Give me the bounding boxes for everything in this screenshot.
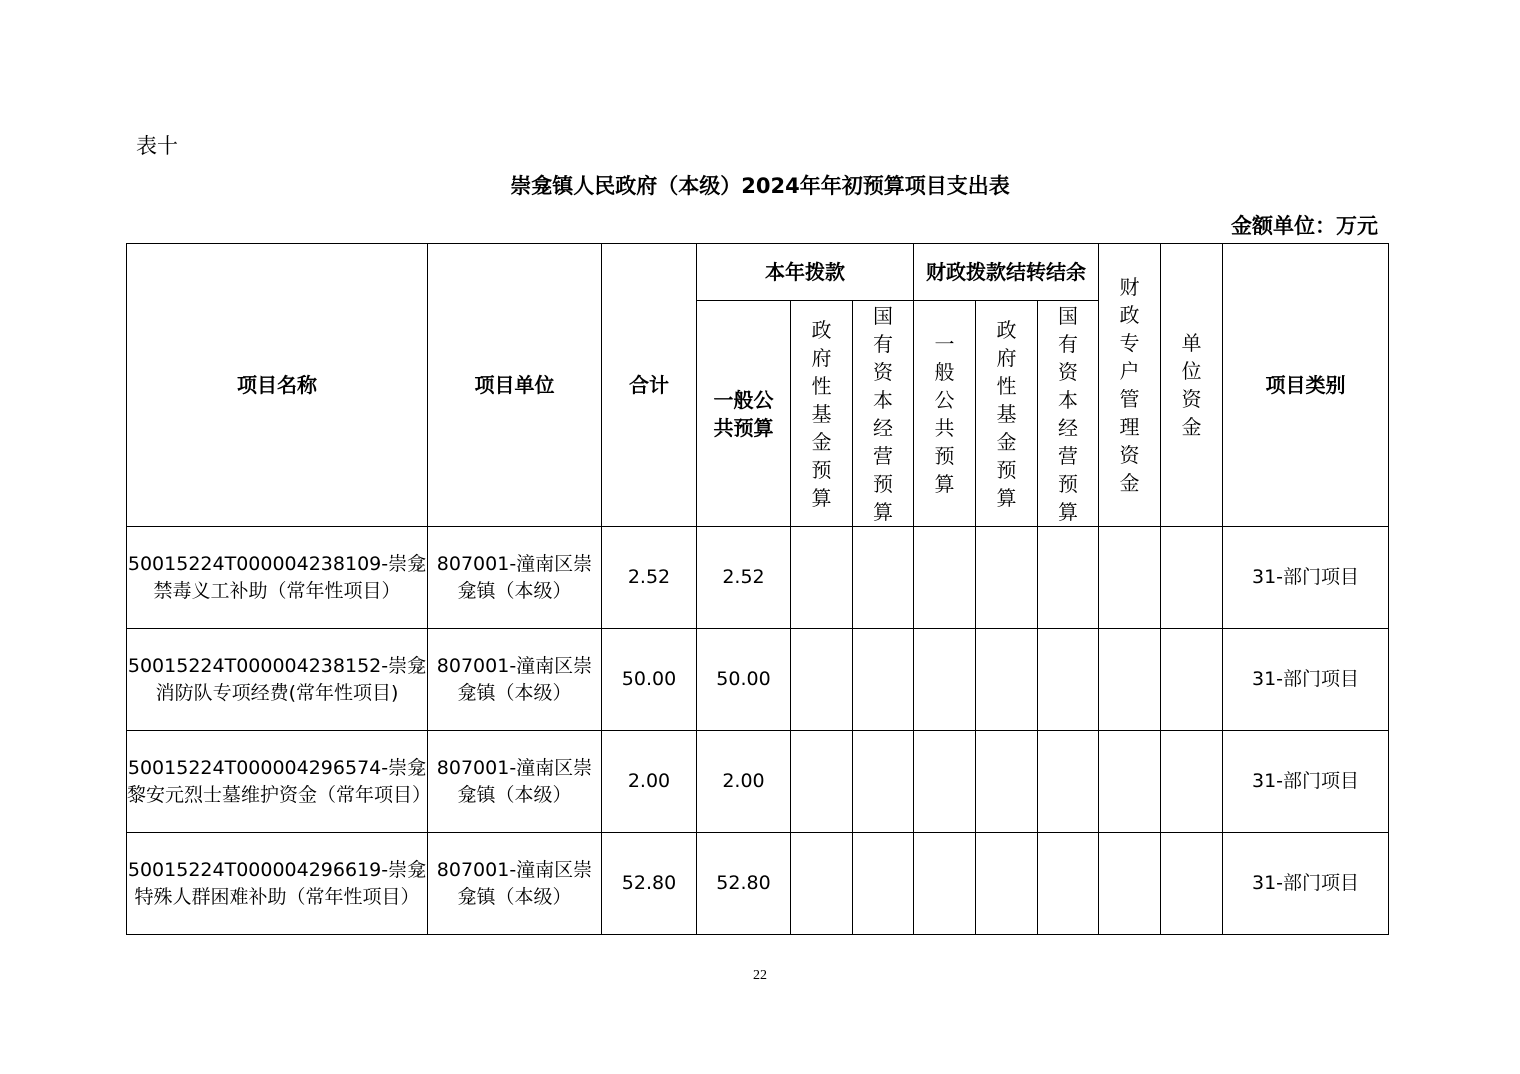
project-unit-cell: 807001-潼南区崇龛镇（本级） bbox=[428, 833, 602, 935]
category-cell: 31-部门项目 bbox=[1223, 527, 1389, 629]
header-row-1 bbox=[127, 244, 1389, 301]
project-name-cell: 50015224T000004238152-崇龛消防队专项经费(常年性项目) bbox=[127, 629, 428, 731]
project-unit-cell: 807001-潼南区崇龛镇（本级） bbox=[428, 629, 602, 731]
empty-cell bbox=[853, 527, 914, 629]
empty-cell bbox=[791, 731, 853, 833]
empty-cell bbox=[1038, 731, 1099, 833]
empty-cell bbox=[976, 833, 1038, 935]
page-number: 22 bbox=[753, 968, 767, 983]
header-special-account-funds: 财政专户管理资金 bbox=[1099, 244, 1161, 527]
cy-general-cell: 2.00 bbox=[697, 731, 791, 833]
empty-cell bbox=[1099, 833, 1161, 935]
total-cell: 52.80 bbox=[602, 833, 697, 935]
empty-cell bbox=[853, 731, 914, 833]
empty-cell bbox=[976, 731, 1038, 833]
table-row bbox=[127, 833, 1389, 935]
empty-cell bbox=[791, 833, 853, 935]
header-total: 合计 bbox=[602, 244, 697, 527]
empty-cell bbox=[853, 629, 914, 731]
total-cell: 2.00 bbox=[602, 731, 697, 833]
document-title: 崇龛镇人民政府（本级）2024年年初预算项目支出表 bbox=[510, 174, 1010, 198]
empty-cell bbox=[1161, 731, 1223, 833]
empty-cell bbox=[791, 527, 853, 629]
empty-cell bbox=[853, 833, 914, 935]
table-row bbox=[127, 527, 1389, 629]
total-cell: 50.00 bbox=[602, 629, 697, 731]
empty-cell bbox=[1161, 629, 1223, 731]
empty-cell bbox=[976, 527, 1038, 629]
budget-table bbox=[126, 243, 1389, 935]
header-co-general-budget: 一般公共预算 bbox=[914, 301, 976, 527]
table-row bbox=[127, 731, 1389, 833]
header-project-name: 项目名称 bbox=[127, 244, 428, 527]
category-cell: 31-部门项目 bbox=[1223, 833, 1389, 935]
header-project-unit: 项目单位 bbox=[428, 244, 602, 527]
empty-cell bbox=[914, 527, 976, 629]
empty-cell bbox=[1038, 833, 1099, 935]
empty-cell bbox=[1099, 629, 1161, 731]
amount-unit-note: 金额单位：万元 bbox=[1231, 214, 1378, 238]
total-cell: 2.52 bbox=[602, 527, 697, 629]
category-cell: 31-部门项目 bbox=[1223, 629, 1389, 731]
header-cy-fund-budget: 政府性基金预算 bbox=[791, 301, 853, 527]
header-unit-funds: 单位资金 bbox=[1161, 244, 1223, 527]
empty-cell bbox=[1161, 527, 1223, 629]
header-co-state-capital-budget: 国有资本经营预算 bbox=[1038, 301, 1099, 527]
empty-cell bbox=[1099, 731, 1161, 833]
empty-cell bbox=[914, 731, 976, 833]
table-row bbox=[127, 629, 1389, 731]
cy-general-cell: 52.80 bbox=[697, 833, 791, 935]
empty-cell bbox=[914, 629, 976, 731]
header-carryover: 财政拨款结转结余 bbox=[914, 244, 1099, 301]
project-name-cell: 50015224T000004296574-崇龛黎安元烈士墓维护资金（常年项目） bbox=[127, 731, 428, 833]
cy-general-cell: 2.52 bbox=[697, 527, 791, 629]
empty-cell bbox=[976, 629, 1038, 731]
empty-cell bbox=[1038, 629, 1099, 731]
empty-cell bbox=[914, 833, 976, 935]
header-cy-general-budget: 一般公共预算 bbox=[697, 301, 791, 527]
table-number: 表十 bbox=[136, 134, 178, 158]
empty-cell bbox=[1161, 833, 1223, 935]
project-name-cell: 50015224T000004296619-崇龛特殊人群困难补助（常年性项目） bbox=[127, 833, 428, 935]
header-cy-state-capital-budget: 国有资本经营预算 bbox=[853, 301, 914, 527]
empty-cell bbox=[1038, 527, 1099, 629]
project-name-cell: 50015224T000004238109-崇龛禁毒义工补助（常年性项目） bbox=[127, 527, 428, 629]
empty-cell bbox=[791, 629, 853, 731]
category-cell: 31-部门项目 bbox=[1223, 731, 1389, 833]
header-current-year-appropriation: 本年拨款 bbox=[697, 244, 914, 301]
project-unit-cell: 807001-潼南区崇龛镇（本级） bbox=[428, 527, 602, 629]
header-co-fund-budget: 政府性基金预算 bbox=[976, 301, 1038, 527]
project-unit-cell: 807001-潼南区崇龛镇（本级） bbox=[428, 731, 602, 833]
empty-cell bbox=[1099, 527, 1161, 629]
cy-general-cell: 50.00 bbox=[697, 629, 791, 731]
header-project-category: 项目类别 bbox=[1223, 244, 1389, 527]
